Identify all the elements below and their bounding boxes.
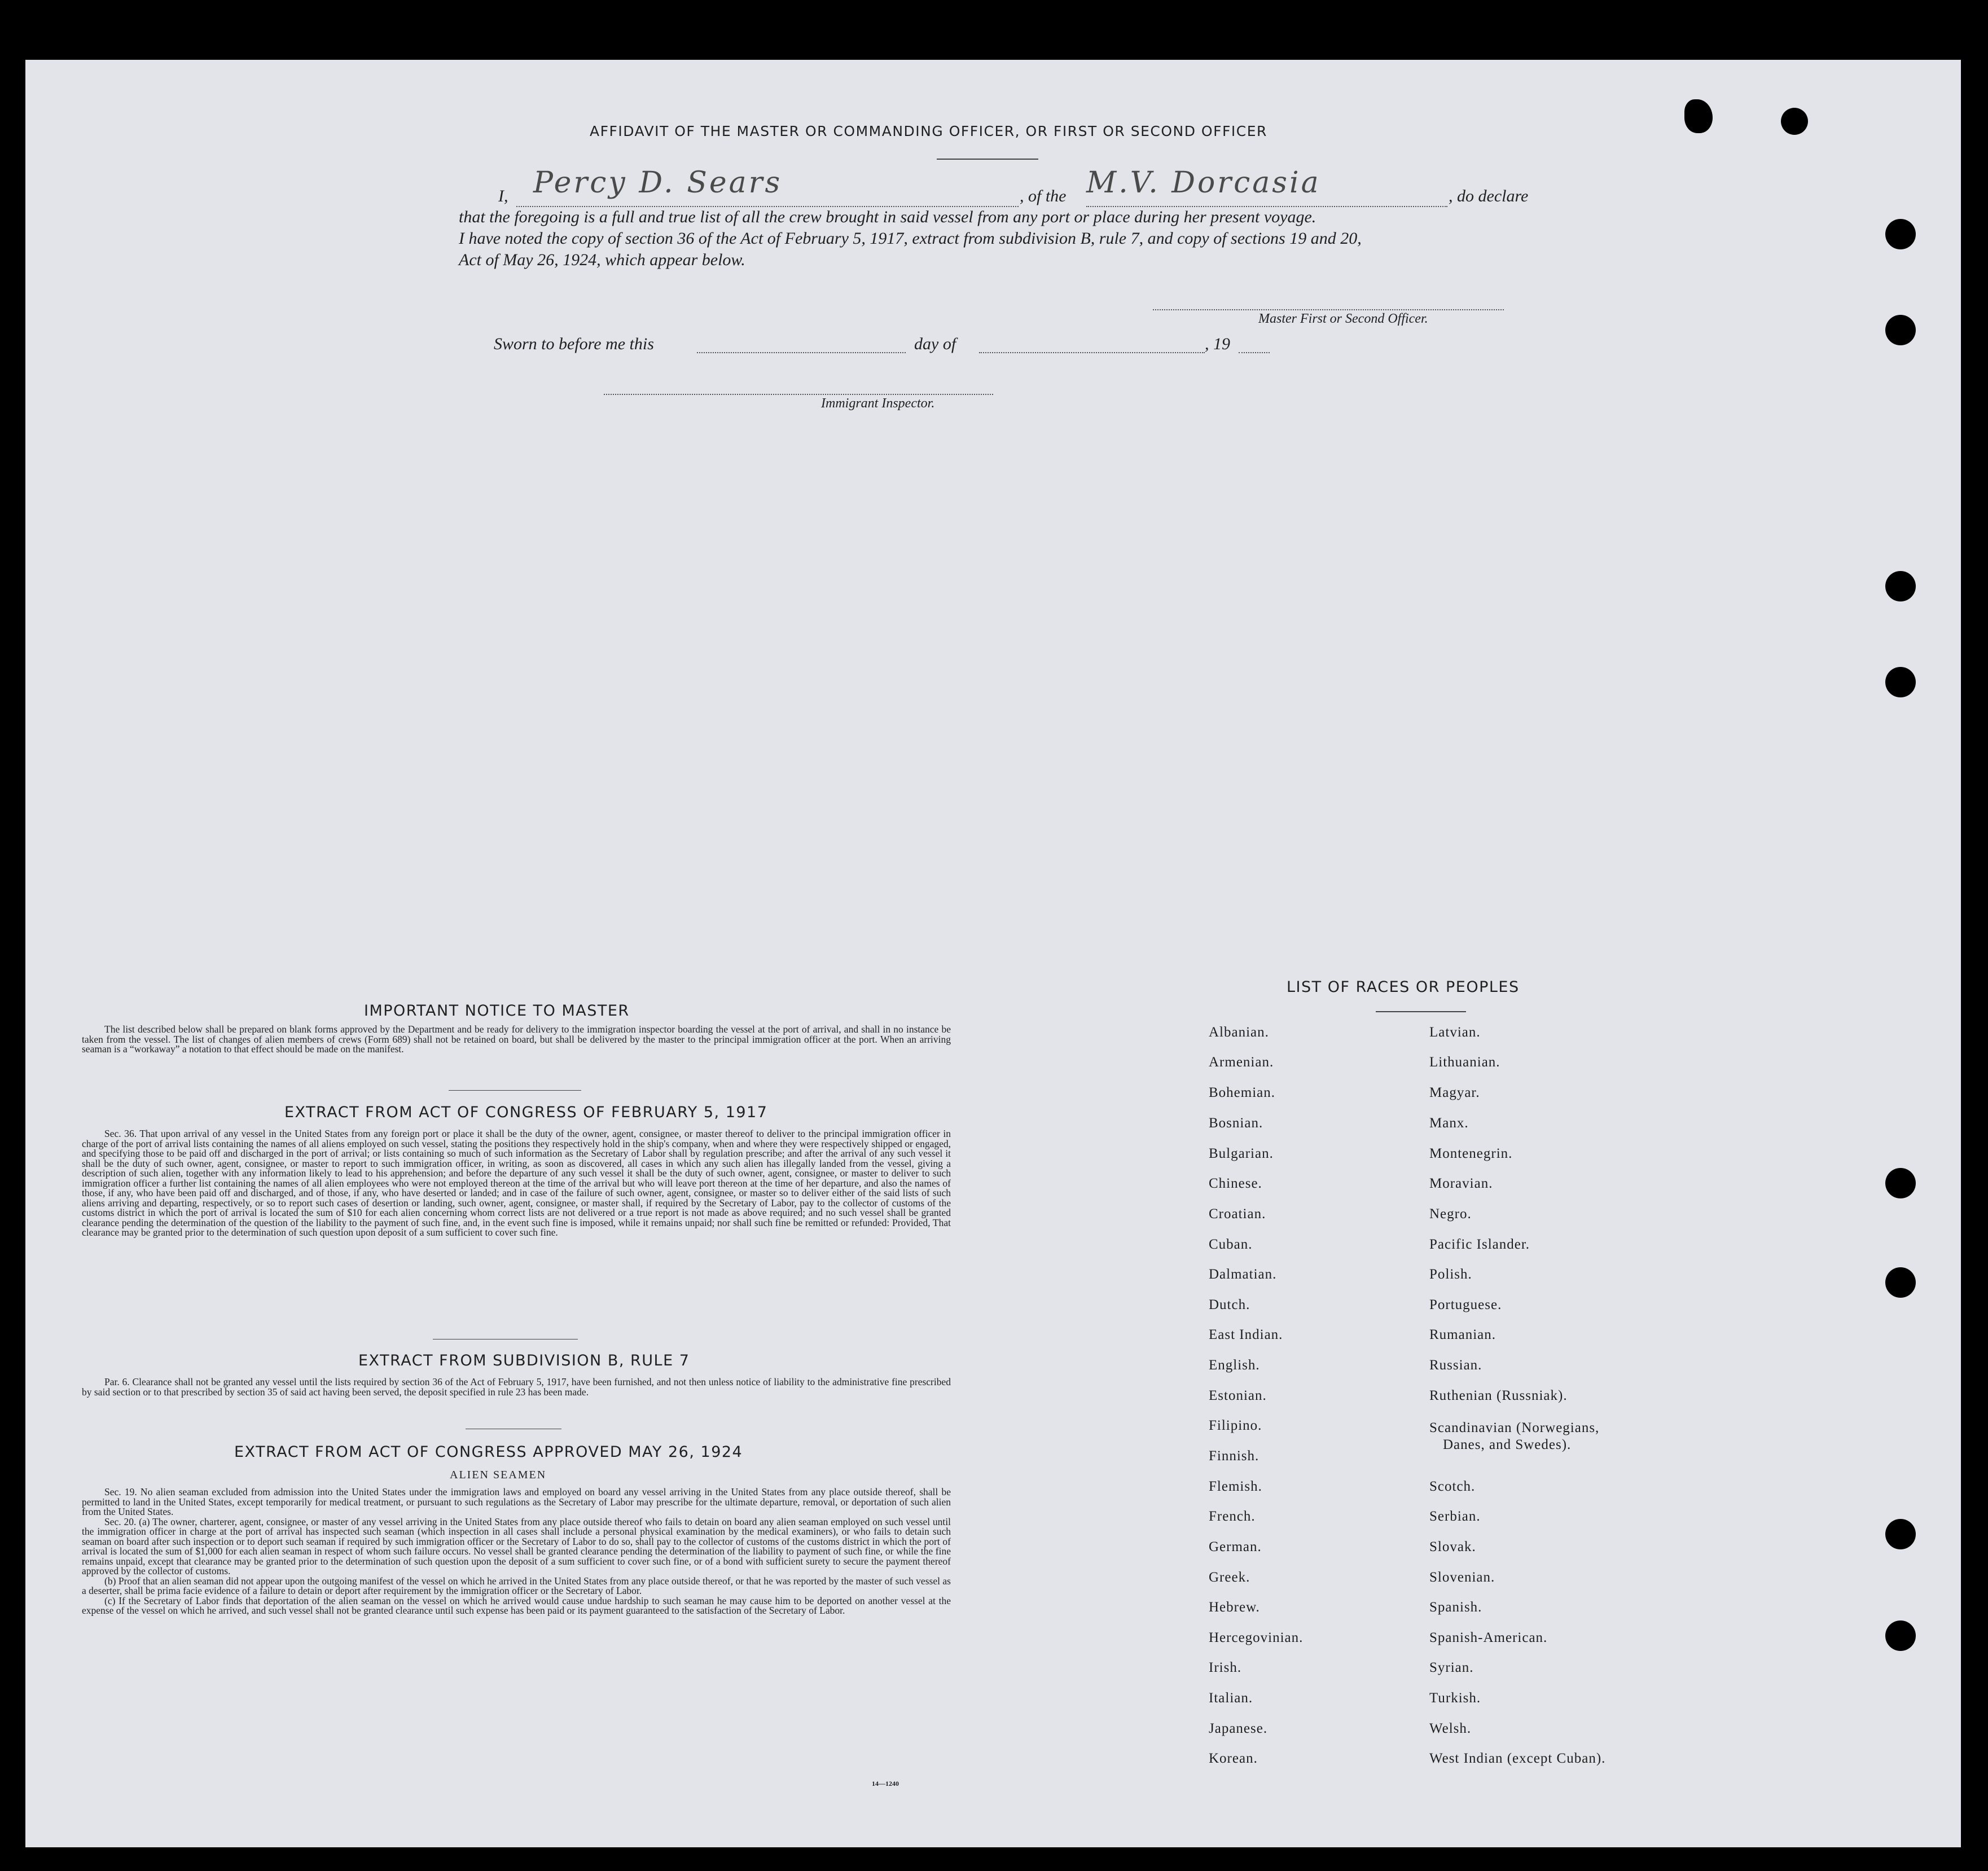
- races-title: LIST OF RACES OR PEOPLES: [1287, 978, 1520, 996]
- punch-hole: [1781, 108, 1808, 135]
- race-item: Syrian.: [1429, 1660, 1474, 1675]
- notice-title: IMPORTANT NOTICE TO MASTER: [364, 1002, 630, 1020]
- day-of-label: day of: [914, 335, 956, 353]
- punch-hole: [1885, 1519, 1916, 1549]
- punch-hole: [1885, 571, 1916, 601]
- sworn-label: Sworn to before me this: [494, 335, 654, 353]
- race-item: Dutch.: [1209, 1297, 1250, 1312]
- race-item: Spanish-American.: [1429, 1630, 1548, 1645]
- race-item: Finnish.: [1209, 1448, 1259, 1464]
- affidavit-title: AFFIDAVIT OF THE MASTER OR COMMANDING OFFICER, OR FIRST OR SECOND OFFICER: [590, 123, 1267, 139]
- race-item: Slovenian.: [1429, 1570, 1495, 1585]
- of-the-label: , of the: [1020, 187, 1067, 205]
- race-item: West Indian (except Cuban).: [1429, 1751, 1606, 1766]
- race-item: Estonian.: [1209, 1388, 1267, 1403]
- race-item: Filipino.: [1209, 1418, 1262, 1433]
- notice-rule: [449, 1090, 581, 1091]
- master-name-line: [516, 205, 1019, 207]
- race-item: German.: [1209, 1539, 1262, 1554]
- notice-text: [82, 1025, 951, 1055]
- extract-1924-text: [82, 1487, 951, 1616]
- race-item: Albanian.: [1209, 1025, 1269, 1040]
- affidavit-line-3: I have noted the copy of section 36 of the Act of February 5, 1917, extract from subdivision B, rule 7, and copy of sections 19 and 20,: [459, 229, 1362, 248]
- race-item: Korean.: [1209, 1751, 1258, 1766]
- race-item: Lithuanian.: [1429, 1055, 1500, 1070]
- punch-hole: [1885, 667, 1916, 697]
- affidavit-line-2: that the foregoing is a full and true list of all the crew brought in said vessel from any port or place during her present voyage.: [459, 208, 1316, 226]
- extract-rule7-paragraph: Par. 6. Clearance shall not be granted any vessel until the lists required by section 36 of the Act of February 5, 1917, have been furnished, and not then unless notice of liability to the administrative fine prescribed by said section or to that prescribed by section 35 of said act having been served, the deposit specified in rule 23 has been made.: [82, 1376, 951, 1398]
- punch-hole: [1885, 315, 1916, 345]
- race-item: Manx.: [1429, 1115, 1469, 1131]
- race-item: Armenian.: [1209, 1055, 1274, 1070]
- punch-hole: [1885, 1620, 1916, 1651]
- sec19-paragraph: Sec. 19. No alien seaman excluded from admission into the United States under the immigration laws and employed on board any vessel arriving in the United States from any place outside thereof, shall be permitted to land in the United States, except temporarily for medical treatment, or pursuant to such regulations as the Secretary of Labor may prescribe for the ultimate departure, removal, or deportation of such alien from the United States.: [82, 1486, 951, 1517]
- race-item: Serbian.: [1429, 1509, 1481, 1524]
- race-item: Italian.: [1209, 1690, 1253, 1706]
- race-item: Danes, and Swedes).: [1443, 1437, 1572, 1452]
- extract-1924-title: EXTRACT FROM ACT OF CONGRESS APPROVED MAY 26, 1924: [234, 1443, 743, 1461]
- master-signature-line: [1153, 308, 1504, 310]
- race-item: Hebrew.: [1209, 1600, 1260, 1615]
- sec20c-paragraph: (c) If the Secretary of Labor finds that deportation of the alien seaman on the vessel on which he arrived would cause undue hardship to such seaman he may cause him to be deported on another vessel at the expense of the vessel on which he arrived, and such vessel shall not be granted clearance until such expense has been paid or its payment guaranteed to the satisfaction of the Secretary of Labor.: [82, 1595, 951, 1616]
- race-item: Flemish.: [1209, 1479, 1262, 1494]
- race-item: Polish.: [1429, 1267, 1472, 1282]
- extract-rule7-title: EXTRACT FROM SUBDIVISION B, RULE 7: [358, 1352, 690, 1369]
- race-item: Cuban.: [1209, 1237, 1253, 1252]
- race-item: English.: [1209, 1358, 1260, 1373]
- inspector-label: Immigrant Inspector.: [821, 396, 935, 411]
- vessel-name-line: [1086, 205, 1447, 207]
- race-item: Ruthenian (Russniak).: [1429, 1388, 1568, 1403]
- sworn-year-line: [1239, 351, 1270, 353]
- form-number: 14—1240: [872, 1780, 899, 1787]
- race-item: Greek.: [1209, 1570, 1250, 1585]
- document-sheet: [25, 60, 1961, 1847]
- race-item: Bosnian.: [1209, 1115, 1263, 1131]
- race-item: Scandinavian (Norwegians,: [1429, 1420, 1600, 1435]
- extract-rule7-text: [82, 1377, 951, 1397]
- master-name-signature: Percy D. Sears: [533, 166, 783, 200]
- races-rule: [1376, 1011, 1466, 1012]
- alien-seamen-subtitle: ALIEN SEAMEN: [450, 1469, 547, 1481]
- race-item: Latvian.: [1429, 1025, 1481, 1040]
- sec20a-paragraph: Sec. 20. (a) The owner, charterer, agent, consignee, or master of any vessel arriving in the United States from any place outside thereof who fails to detain on board any alien seaman employed on such vessel until the immigration officer in charge at the port of arrival has inspected such seaman (which inspection in all cases shall include a personal physical examination by the medical examiners), or who fails to detain such seaman on board after such inspection or to deport such seaman if required by such immigration officer or the Secretary of Labor to do so, shall pay to the collector of customs of the customs district in which the port of arrival is located the sum of $1,000 for each alien seaman in respect of whom such failure occurs. No vessel shall be granted clearance pending the determination of the liability to payment of such fine, or while the fine remains unpaid, except that clearance may be granted prior to the determination of such question upon the deposit of a sum sufficient to cover such fine, or of a bond with sufficient surety to secure the payment thereof approved by the collector of customs.: [82, 1516, 951, 1576]
- race-item: Spanish.: [1429, 1600, 1482, 1615]
- notice-paragraph: The list described below shall be prepared on blank forms approved by the Department and be ready for delivery to the immigration inspector boarding the vessel at the port of arrival, and shall in no instance be taken from the vessel. The list of changes of alien members of crews (Form 689) shall not be retained on board, but shall be delivered by the master to the principal immigration officer at the port. When an arriving seaman is a “workaway” a notation to that effect should be made on the manifest.: [82, 1024, 951, 1055]
- race-item: Irish.: [1209, 1660, 1242, 1675]
- race-item: Welsh.: [1429, 1721, 1472, 1736]
- extract-1917-title: EXTRACT FROM ACT OF CONGRESS OF FEBRUARY 5, 1917: [284, 1104, 768, 1121]
- affidavit-i-label: I,: [498, 187, 508, 205]
- affidavit-line-4: Act of May 26, 1924, which appear below.: [459, 251, 745, 269]
- race-item: Croatian.: [1209, 1206, 1266, 1222]
- master-signature-label: Master First or Second Officer.: [1258, 311, 1428, 326]
- race-item: Dalmatian.: [1209, 1267, 1277, 1282]
- punch-hole: [1885, 1267, 1916, 1298]
- sworn-month-line: [979, 351, 1205, 353]
- race-item: Rumanian.: [1429, 1327, 1497, 1342]
- race-item: Magyar.: [1429, 1085, 1480, 1100]
- extract-1917-paragraph: Sec. 36. That upon arrival of any vessel in the United States from any foreign port or place it shall be the duty of the owner, agent, consignee, or master thereof to deliver to the principal immigration officer in charge of the port of arrival lists containing the names of all aliens employed on such vessel, stating the positions they respectively hold in the ship's company, when and where they were respectively shipped or engaged, and specifying those to be paid off and discharged in the port of arrival; or lists containing so much of such information as the Secretary of Labor shall by regulation prescribe; and after the arrival of any such vessel it shall be the duty of such owner, agent, consignee, or master to report to such immigration officer, in writing, as soon as discovered, all cases in which any such alien has illegally landed from the vessel, giving a description of such alien, together with any information likely to lead to his apprehension; and before the departure of any such vessel it shall be the duty of such owner, agent, consignee, or master to deliver to such immigration officer a further list containing the names of all alien employees who were not employed thereon at the time of the arrival but who will leave port thereon at the time of her departure, and also the names of those, if any, who have been paid off and discharged, and of those, if any, who have deserted or landed; and in case of the failure of such owner, agent, consignee, or master so to deliver either of the said lists of such aliens arriving and departing, respectively, or so to report such cases of desertion or landing, such owner, agent, consignee, or master shall, if required by the Secretary of Labor, pay to the collector of customs of the customs district in which the port of arrival is located the sum of $10 for each alien concerning whom correct lists are not delivered or a true report is not made as above required; and no such vessel shall be granted clearance pending the determination of the question of the liability to the payment of such fine, and, in the event such fine is imposed, while it remains unpaid; nor shall such fine be remitted or refunded: Provided, That clearance may be granted prior to the determination of such question upon deposit of a sum sufficient to cover such fine.: [82, 1128, 951, 1238]
- race-item: Bulgarian.: [1209, 1146, 1274, 1161]
- race-item: French.: [1209, 1509, 1256, 1524]
- race-item: Slovak.: [1429, 1539, 1476, 1554]
- race-item: Pacific Islander.: [1429, 1237, 1530, 1252]
- sec20b-paragraph: (b) Proof that an alien seaman did not appear upon the outgoing manifest of the vessel on which he arrived in the United States from any place outside thereof, or that he was reported by the master of such vessel as a deserter, shall be prima facie evidence of a failure to detain or deport after requirement by the immigration officer or the Secretary of Labor.: [82, 1575, 951, 1596]
- title-rule: [937, 159, 1038, 160]
- inspector-signature-line: [604, 393, 993, 395]
- race-item: Montenegrin.: [1429, 1146, 1513, 1161]
- race-item: East Indian.: [1209, 1327, 1283, 1342]
- punch-hole: [1885, 219, 1916, 249]
- sworn-day-line: [697, 351, 906, 353]
- race-item: Chinese.: [1209, 1176, 1262, 1191]
- race-item: Turkish.: [1429, 1690, 1481, 1706]
- race-item: Moravian.: [1429, 1176, 1493, 1191]
- extract-1917-text: [82, 1129, 951, 1238]
- punch-hole: [1885, 1168, 1916, 1198]
- race-item: Scotch.: [1429, 1479, 1476, 1494]
- race-item: Russian.: [1429, 1358, 1482, 1373]
- race-item: Japanese.: [1209, 1721, 1268, 1736]
- race-item: Hercegovinian.: [1209, 1630, 1304, 1645]
- year-prefix-label: , 19: [1205, 335, 1230, 353]
- race-item: Bohemian.: [1209, 1085, 1276, 1100]
- do-declare-label: , do declare: [1449, 187, 1529, 205]
- race-item: Negro.: [1429, 1206, 1472, 1222]
- vessel-name-handwritten: M.V. Dorcasia: [1086, 166, 1321, 200]
- race-item: Portuguese.: [1429, 1297, 1502, 1312]
